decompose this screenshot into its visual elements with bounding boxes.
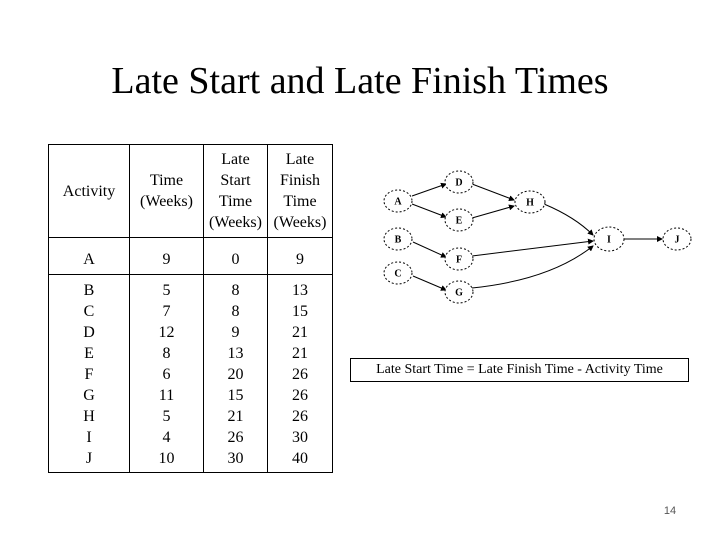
node-label: H	[526, 197, 534, 209]
cell-time: 12	[130, 322, 204, 343]
cell-time: 9	[130, 238, 204, 275]
header-line: Start	[220, 172, 251, 189]
table-row	[49, 385, 333, 406]
cell-late-start: 13	[204, 343, 268, 364]
node-label: I	[607, 234, 611, 246]
table-row	[49, 406, 333, 427]
header-time	[130, 145, 204, 238]
cell-time: 11	[130, 385, 204, 406]
table-row	[49, 343, 333, 364]
cell-activity: C	[49, 301, 130, 322]
cell-late-finish: 9	[268, 238, 333, 275]
header-line: (Weeks)	[273, 214, 327, 231]
node-label: D	[455, 177, 463, 189]
header-line: (Weeks)	[209, 214, 262, 231]
header-line: (Weeks)	[140, 193, 193, 210]
node-label: F	[455, 254, 463, 266]
node-label: J	[674, 234, 680, 246]
cell-late-finish: 21	[268, 343, 333, 364]
network-diagram	[380, 162, 692, 304]
table-row	[49, 238, 333, 275]
cell-activity: G	[49, 385, 130, 406]
cell-late-finish: 30	[268, 427, 333, 448]
header-line: Late	[285, 151, 315, 168]
cell-late-finish: 15	[268, 301, 333, 322]
cell-late-start: 15	[204, 385, 268, 406]
header-line: Finish	[279, 172, 320, 189]
header-late-start	[204, 145, 268, 238]
edge-f-i	[472, 241, 593, 256]
cell-activity: D	[49, 322, 130, 343]
edge-d-h	[472, 184, 514, 200]
header-line: Time	[283, 193, 317, 210]
edge-b-f	[413, 242, 446, 257]
header-line: Late	[221, 151, 250, 168]
node-label: B	[394, 234, 402, 246]
cell-late-finish: 13	[268, 275, 333, 302]
cell-late-start: 21	[204, 406, 268, 427]
cell-late-finish: 26	[268, 385, 333, 406]
node-label: G	[455, 287, 463, 299]
cell-activity: J	[49, 448, 130, 473]
cell-time: 5	[130, 406, 204, 427]
header-line: Time	[149, 172, 184, 189]
node-label: A	[394, 196, 402, 208]
cell-activity: B	[49, 275, 130, 302]
slide-title: Late Start and Late Finish Times	[111, 60, 609, 102]
table-row	[49, 448, 333, 473]
edge-h-i	[544, 204, 593, 235]
schedule-table	[48, 144, 333, 473]
edge-c-g	[413, 276, 446, 290]
cell-late-start: 20	[204, 364, 268, 385]
cell-activity: F	[49, 364, 130, 385]
cell-time: 6	[130, 364, 204, 385]
cell-time: 4	[130, 427, 204, 448]
cell-late-finish: 26	[268, 406, 333, 427]
table-row	[49, 427, 333, 448]
formula-box: Late Start Time = Late Finish Time - Activity Time	[350, 358, 689, 382]
table-row	[49, 275, 333, 302]
cell-time: 7	[130, 301, 204, 322]
table-row	[49, 322, 333, 343]
cell-activity: A	[49, 238, 130, 275]
cell-activity: H	[49, 406, 130, 427]
header-line: Activity	[62, 182, 116, 200]
table-row	[49, 301, 333, 322]
edge-a-d	[412, 184, 446, 196]
cell-late-finish: 26	[268, 364, 333, 385]
table-header-row	[49, 145, 333, 238]
header-line: Time	[218, 193, 253, 210]
edge-a-e	[412, 204, 446, 217]
header-late-finish	[268, 145, 333, 238]
cell-late-finish: 21	[268, 322, 333, 343]
table-row	[49, 364, 333, 385]
cell-late-start: 9	[204, 322, 268, 343]
edge-e-h	[472, 206, 514, 218]
cell-late-finish: 40	[268, 448, 333, 473]
cell-late-start: 26	[204, 427, 268, 448]
node-label: C	[394, 268, 402, 280]
cell-activity: E	[49, 343, 130, 364]
cell-late-start: 0	[204, 238, 268, 275]
edge-g-i	[472, 246, 593, 288]
cell-activity: I	[49, 427, 130, 448]
cell-time: 5	[130, 275, 204, 302]
cell-time: 10	[130, 448, 204, 473]
cell-late-start: 8	[204, 301, 268, 322]
page-number: 14	[663, 505, 677, 517]
cell-late-start: 8	[204, 275, 268, 302]
cell-late-start: 30	[204, 448, 268, 473]
node-label: E	[455, 215, 463, 227]
header-activity	[49, 145, 130, 238]
cell-time: 8	[130, 343, 204, 364]
